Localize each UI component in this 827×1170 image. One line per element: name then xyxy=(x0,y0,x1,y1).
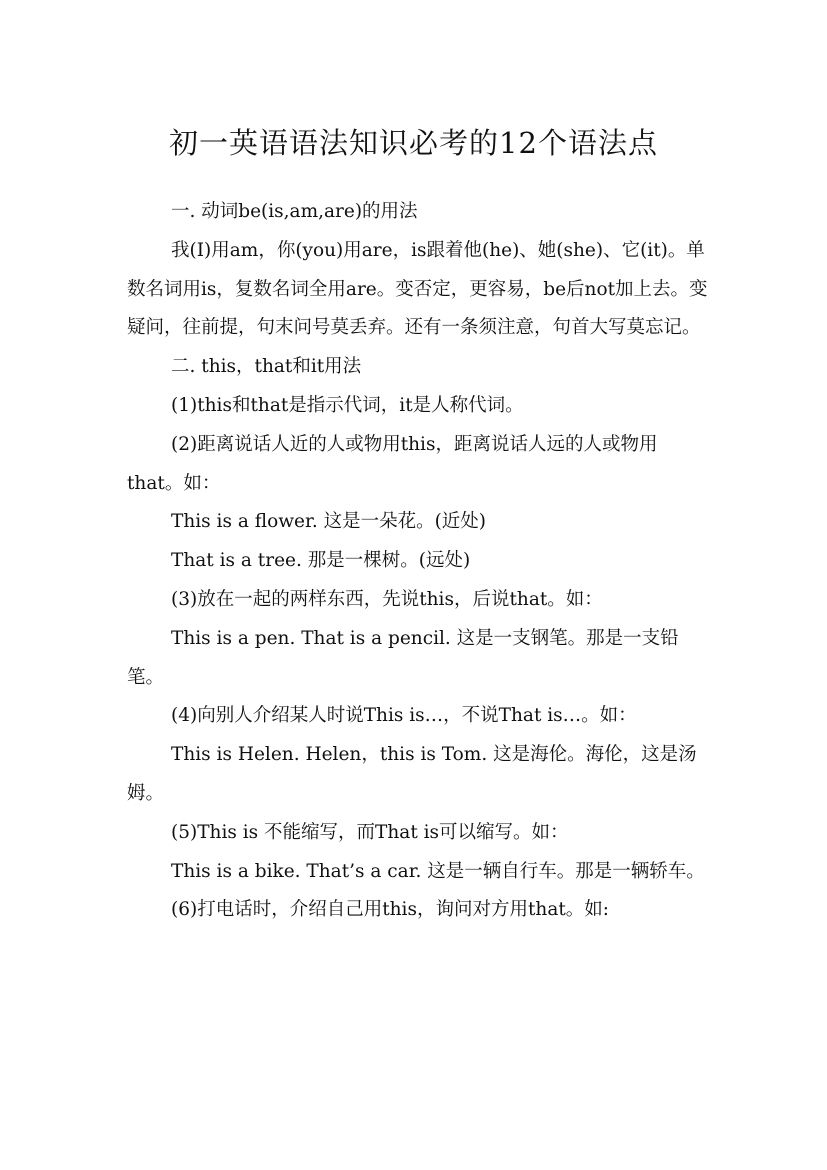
example-helen-tom: This is Helen. Helen，this is Tom. 这是海伦。海伦，这是汤姆。 xyxy=(127,744,697,804)
section-heading-this-that-it: 二. this，that和it用法 xyxy=(171,356,362,378)
document-body xyxy=(127,193,711,930)
section-heading-be-verb: 一. 动词be(is,am,are)的用法 xyxy=(171,201,418,222)
paragraph-be-verb-rhyme: 我(I)用am，你(you)用are，is跟着他(he)、她(she)、它(it)。单数名词用is，复数名词全用are。变否定，更容易，be后not加上去。变疑问，往前提，句末问号莫丢弃。还有一条须注意，句首大写莫忘记。 xyxy=(127,239,708,339)
rule-1: (1)this和that是指示代词，it是人称代词。 xyxy=(171,394,524,416)
example-pen-pencil: This is a pen. That is a pencil. 这是一支钢笔。那是一支铅笔。 xyxy=(127,627,679,688)
rule-6: (6)打电话时，介绍自己用this，询问对方用that。如: xyxy=(171,899,610,921)
rule-2: (2)距离说话人近的人或物用this，距离说话人远的人或物用that。如： xyxy=(127,433,658,494)
document-title: 初一英语语法知识必考的12个语法点 xyxy=(169,126,658,161)
rule-4: (4)向别人介绍某人时说This is…，不说That is…。如： xyxy=(171,705,637,727)
example-flower: This is a flower. 这是一朵花。(近处) xyxy=(171,511,487,533)
rule-3: (3)放在一起的两样东西，先说this，后说that。如： xyxy=(171,588,603,610)
example-bike-car: This is a bike. That’s a car. 这是一辆自行车。那是一辆轿车。 xyxy=(171,860,705,882)
rule-5: (5)This is 不能缩写，而That is可以缩写。如： xyxy=(171,821,569,843)
example-tree: That is a tree. 那是一棵树。(远处) xyxy=(171,550,471,572)
